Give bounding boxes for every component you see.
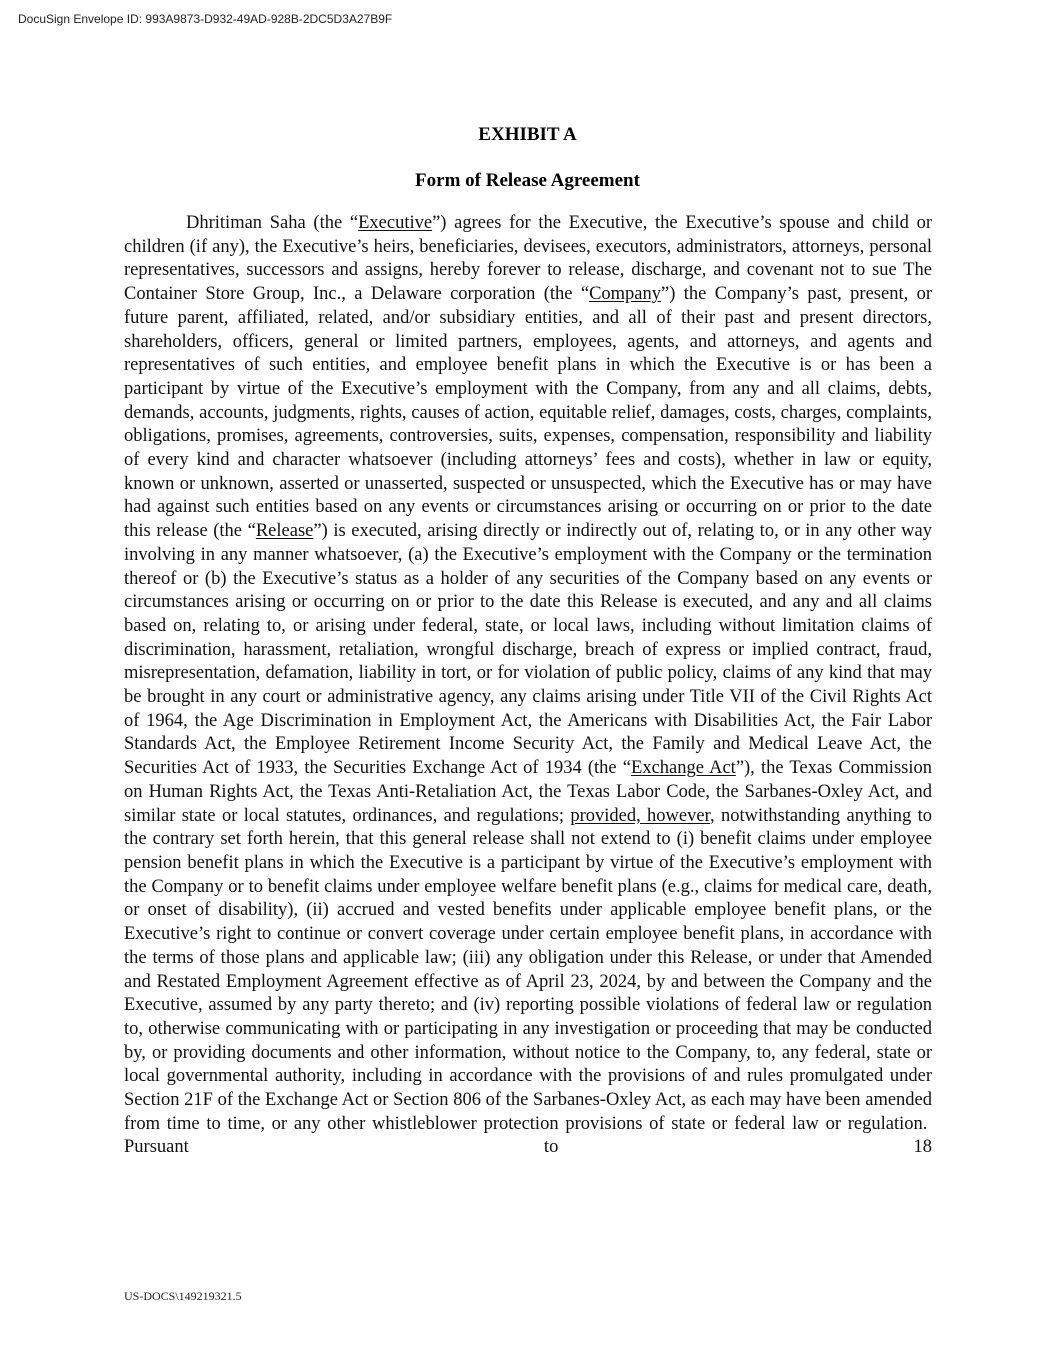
paragraph-text: Dhritiman Saha (the “ [186, 213, 359, 233]
defined-term-executive: Executive [358, 213, 433, 233]
release-body [124, 212, 932, 1160]
paragraph-text: ”) is executed, arising directly or indirectly out of, relating to, or in any other way involving in any manner whatsoever, (a) the Executive’s employment with the Company or the termination thereof or (b) the Executive’s status as a holder of any securities of the Company based on any events or circumstances arising or occurring on or prior to the date this Release is executed, and any and all claims based on, relating to, or arising under federal, state, or local laws, including without limitation claims of discrimination, harassment, retaliation, wrongful discharge, breach of express or implied contract, fraud, misrepresentation, defamation, liability in tort, or for violation of public policy, claims of any kind that may be brought in any court or administrative agency, any claims arising under Title VII of the Civil Rights Act of 1964, the Age Discrimination in Employment Act, the Americans with Disabilities Act, the Fair Labor Standards Act, the Employee Retirement Income Security Act, the Family and Medical Leave Act, the Securities Act of 1933, the Securities Exchange Act of 1934 (the “ [124, 521, 933, 779]
paragraph-text: ”) the Company’s past, present, or future parent, affiliated, related, and/or subsidiary entities, and all of their past and present directors, shareholders, officers, general or limited partners, employees, agents, and attorneys, and agents and representatives of such entities, and employee benefit plans in which the Executive is or has been a participant by virtue of the Executive’s employment with the Company, from any and all claims, debts, demands, accounts, judgments, rights, causes of action, equitable relief, damages, costs, charges, complaints, obligations, promises, agreements, controversies, suits, expenses, compensation, responsibility and liability of every kind and character whatsoever (including attorneys’ fees and costs), whether in law or equity, known or unknown, asserted or unasserted, suspected or unsuspected, which the Executive has or may have had against such entities based on any events or circumstances arising or occurring on or prior to the date this release (the “ [124, 284, 933, 542]
provided-however-term: provided, however [570, 805, 710, 826]
paragraph-text: ”) agrees for the Executive, the Executive’s spouse and child or children (if any), the Executive’s heirs, beneficiaries, devisees, executors, administrators, attorneys, personal representatives, successors and assigns, hereby forever to release, discharge, and covenant not to sue The Container Store Group, Inc., a Delaware corporation (the “ [124, 213, 932, 305]
agreement-subtitle: Form of Release Agreement [415, 170, 640, 191]
defined-term-exchange-act: Exchange Act [631, 758, 736, 779]
paragraph-text: ”), the Texas Commission on Human Rights Act, the Texas Anti-Retaliation Act, the Texas Labor Code, the Sarbanes-Oxley Act, and similar state or local statutes, ordinances, and regulations; [124, 758, 932, 826]
docusign-envelope-id: DocuSign Envelope ID: 993A9873-D932-49AD-928B-2DC5D3A27B9F [18, 12, 393, 26]
exhibit-title: EXHIBIT A [478, 124, 577, 145]
release-paragraph [124, 212, 932, 1160]
defined-term-release: Release [255, 521, 314, 542]
paragraph-text: , notwithstanding anything to the contrary set forth herein, that this general release shall not extend to (i) benefit claims under employee pension benefit plans in which the Executive is a participant by virtue of the Executive’s employment with the Company or to benefit claims under employee welfare benefit plans (e.g., claims for medical care, death, or onset of disability), (ii) accrued and vested benefits under applicable employee benefit plans, or the Executive’s right to continue or convert coverage under certain employee benefit plans, in accordance with the terms of those plans and applicable law; (iii) any obligation under this Release, or under that Amended and Restated Employment Agreement effective as of April 23, 2024, by and between the Company and the Executive, assumed by any party thereto; and (iv) reporting possible violations of federal law or regulation to, otherwise communicating with or participating in any investigation or proceeding that may be conducted by, or providing documents and other information, without notice to the Company, to, any federal, state or local governmental authority, including in accordance with the provisions of and rules promulgated under Section 21F of the Exchange Act or Section 806 of the Sarbanes-Oxley Act, as each may have been amended from time to time, or any other whistleblower protection provisions of state or federal law or regulation. Pursuant to 18 [124, 805, 932, 1158]
document-footer-id: US-DOCS\149219321.5 [124, 1289, 242, 1303]
defined-term-company: Company [589, 284, 662, 305]
